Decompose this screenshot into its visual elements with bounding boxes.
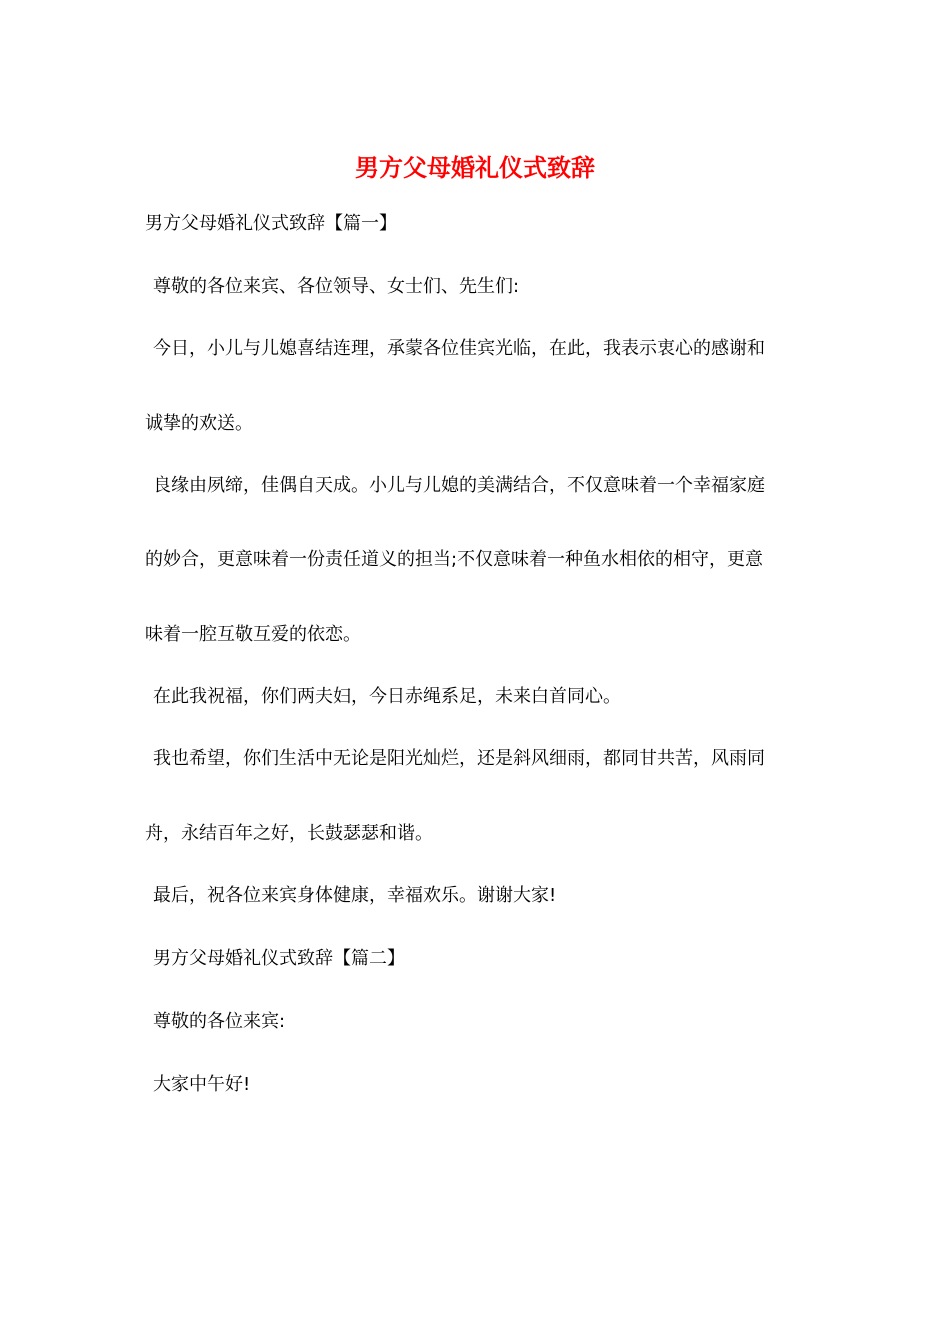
document-title: 男方父母婚礼仪式致辞 <box>355 153 595 182</box>
paragraph-line: 诚挚的欢送。 <box>145 413 253 434</box>
paragraph-line: 我也希望，你们生活中无论是阳光灿烂，还是斜风细雨，都同甘共苦，风雨同 <box>153 748 765 769</box>
paragraph-line: 味着一腔互敬互爱的依恋。 <box>145 624 361 645</box>
section-heading-part-one: 男方父母婚礼仪式致辞【篇一】 <box>145 213 397 234</box>
paragraph-line: 的妙合，更意味着一份责任道义的担当;不仅意味着一种鱼水相依的相守，更意 <box>145 549 764 570</box>
greeting-line: 尊敬的各位来宾: <box>153 1011 286 1032</box>
greeting-line: 尊敬的各位来宾、各位领导、女士们、先生们: <box>153 276 520 297</box>
paragraph-line: 今日，小儿与儿媳喜结连理，承蒙各位佳宾光临，在此，我表示衷心的感谢和 <box>153 338 765 359</box>
paragraph-line: 良缘由夙缔，佳偶自天成。小儿与儿媳的美满结合，不仅意味着一个幸福家庭 <box>153 475 765 496</box>
paragraph-line: 舟，永结百年之好，长鼓瑟瑟和谐。 <box>145 823 433 844</box>
closing-line: 最后，祝各位来宾身体健康，幸福欢乐。谢谢大家! <box>153 885 557 906</box>
section-heading-part-two: 男方父母婚礼仪式致辞【篇二】 <box>153 948 405 969</box>
greeting-line: 大家中午好! <box>153 1074 251 1095</box>
paragraph-line: 在此我祝福，你们两夫妇，今日赤绳系足，未来白首同心。 <box>153 686 621 707</box>
